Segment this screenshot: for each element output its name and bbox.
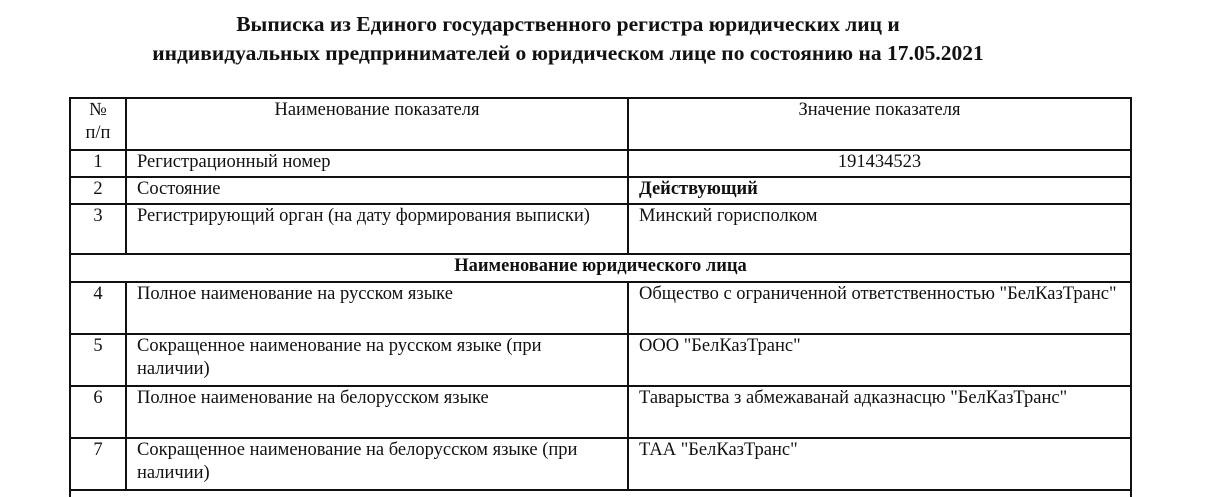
row-number: 4 bbox=[70, 282, 126, 334]
table-row bbox=[70, 177, 1131, 204]
table-row bbox=[70, 334, 1131, 386]
title-line-2: индивидуальных предпринимателей о юридическом лице по состоянию на 17.05.2021 bbox=[152, 41, 984, 65]
table-row bbox=[70, 438, 1131, 490]
row-indicator: Сокращенное наименование на белорусском языке (при наличии) bbox=[126, 438, 628, 490]
row-value: ООО "БелКазТранс" bbox=[628, 334, 1131, 386]
header-number bbox=[70, 98, 126, 150]
cut-off-cell bbox=[70, 490, 1131, 497]
section-title: Наименование юридического лица bbox=[70, 254, 1131, 282]
row-number: 5 bbox=[70, 334, 126, 386]
section-header-row bbox=[70, 254, 1131, 282]
table-row-cut-off bbox=[70, 490, 1131, 497]
row-value: ТАА "БелКазТранс" bbox=[628, 438, 1131, 490]
header-indicator: Наименование показателя bbox=[126, 98, 628, 150]
row-indicator: Состояние bbox=[126, 177, 628, 204]
row-number: 6 bbox=[70, 386, 126, 438]
row-number: 3 bbox=[70, 204, 126, 254]
header-number-line-1: № bbox=[89, 100, 107, 120]
registration-number-value: 191434523 bbox=[628, 150, 1131, 177]
row-value: Общество с ограниченной ответственностью "БелКазТранс" bbox=[628, 282, 1131, 334]
registering-authority-value: Минский горисполком bbox=[628, 204, 1131, 254]
row-number: 1 bbox=[70, 150, 126, 177]
title-line-1: Выписка из Единого государственного регистра юридических лиц и bbox=[236, 12, 900, 36]
row-indicator: Регистрирующий орган (на дату формирования выписки) bbox=[126, 204, 628, 254]
row-indicator: Регистрационный номер bbox=[126, 150, 628, 177]
table-header-row bbox=[70, 98, 1131, 150]
header-number-line-2: п/п bbox=[85, 123, 111, 143]
row-value: Таварыства з абмежаванай адказнасцю "БелКазТранс" bbox=[628, 386, 1131, 438]
header-value: Значение показателя bbox=[628, 98, 1131, 150]
row-indicator: Полное наименование на белорусском языке bbox=[126, 386, 628, 438]
row-number: 7 bbox=[70, 438, 126, 490]
table-row bbox=[70, 386, 1131, 438]
row-indicator: Полное наименование на русском языке bbox=[126, 282, 628, 334]
table-row bbox=[70, 204, 1131, 254]
document-title bbox=[0, 10, 1136, 68]
status-value: Действующий bbox=[628, 177, 1131, 204]
table-row bbox=[70, 150, 1131, 177]
register-extract-table bbox=[69, 97, 1132, 497]
row-number: 2 bbox=[70, 177, 126, 204]
row-indicator: Сокращенное наименование на русском языке (при наличии) bbox=[126, 334, 628, 386]
table-row bbox=[70, 282, 1131, 334]
